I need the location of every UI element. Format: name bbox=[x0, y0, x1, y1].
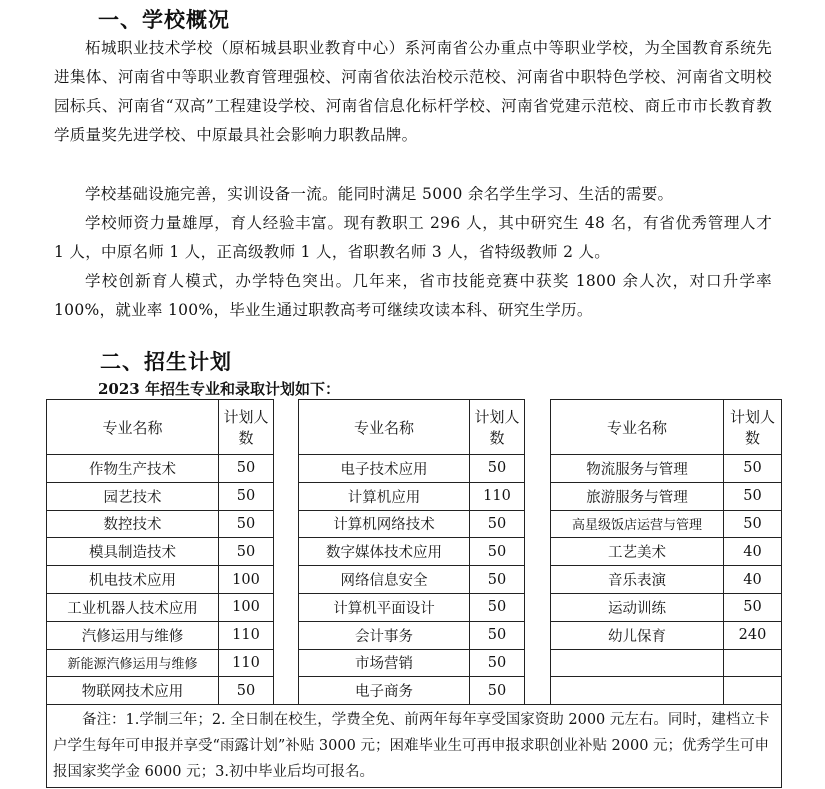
plan-count-cell bbox=[724, 649, 782, 677]
plan-count-cell: 50 bbox=[470, 677, 525, 705]
header-major-1: 专业名称 bbox=[47, 400, 219, 455]
overview-paragraph-3: 学校师资力量雄厚，育人经验丰富。现有教职工 296 人，其中研究生 48 名，有省优秀管理人才 1 人，中原名师 1 人，正高级教师 1 人，省职教名师 3 人，省特级教师 2 人。 bbox=[54, 214, 772, 261]
plan-count-cell: 240 bbox=[724, 621, 782, 649]
plan-count-cell: 50 bbox=[470, 566, 525, 594]
plan-count-cell: 50 bbox=[470, 649, 525, 677]
major-name-cell: 物流服务与管理 bbox=[551, 455, 724, 483]
major-name-cell: 电子商务 bbox=[299, 677, 470, 705]
plan-note: 备注：1.学制三年；2. 全日制在校生，学费全免、前两年每年享受国家资助 2000 元左右。同时，建档立卡户学生每年可申报并享受“雨露计划”补贴 3000 元；困难毕业生可再申报求职创业补贴 2000 元；优秀学生可申报国家奖学金 6000 元；3.初中毕业后均可报名。 bbox=[47, 705, 782, 788]
column-gap bbox=[525, 677, 551, 705]
overview-paragraph-4: 学校创新育人模式，办学特色突出。几年来，省市技能竞赛中获奖 1800 余人次，对口升学率 100%，就业率 100%，毕业生通过职教高考可继续攻读本科、研究生学历。 bbox=[54, 272, 772, 319]
column-gap bbox=[274, 538, 299, 566]
table-row bbox=[47, 538, 782, 566]
major-name-cell: 市场营销 bbox=[299, 649, 470, 677]
column-gap bbox=[274, 593, 299, 621]
plan-count-cell: 100 bbox=[219, 566, 274, 594]
column-gap bbox=[525, 400, 551, 455]
major-name-cell: 工业机器人技术应用 bbox=[47, 593, 219, 621]
major-name-cell: 物联网技术应用 bbox=[47, 677, 219, 705]
column-gap bbox=[274, 400, 299, 455]
major-name-cell: 旅游服务与管理 bbox=[551, 482, 724, 510]
major-name-cell: 高星级饭店运营与管理 bbox=[551, 510, 724, 538]
header-major-2: 专业名称 bbox=[299, 400, 470, 455]
table-row bbox=[47, 593, 782, 621]
plan-count-cell: 40 bbox=[724, 566, 782, 594]
table-row bbox=[47, 649, 782, 677]
section-heading-plan: 二、招生计划 bbox=[100, 350, 232, 374]
column-gap bbox=[274, 510, 299, 538]
major-name-cell: 网络信息安全 bbox=[299, 566, 470, 594]
table-row bbox=[47, 455, 782, 483]
major-name-cell: 计算机网络技术 bbox=[299, 510, 470, 538]
major-name-cell: 音乐表演 bbox=[551, 566, 724, 594]
table-header-row bbox=[47, 400, 782, 455]
major-name-cell bbox=[551, 649, 724, 677]
column-gap bbox=[525, 649, 551, 677]
plan-count-cell: 50 bbox=[470, 621, 525, 649]
note-row bbox=[47, 705, 782, 788]
column-gap bbox=[274, 677, 299, 705]
major-name-cell: 模具制造技术 bbox=[47, 538, 219, 566]
column-gap bbox=[525, 538, 551, 566]
table-row bbox=[47, 677, 782, 705]
plan-count-cell: 50 bbox=[724, 510, 782, 538]
plan-intro: 2023 年招生专业和录取计划如下： bbox=[98, 380, 340, 398]
major-name-cell: 汽修运用与维修 bbox=[47, 621, 219, 649]
plan-count-cell: 100 bbox=[219, 593, 274, 621]
major-name-cell: 机电技术应用 bbox=[47, 566, 219, 594]
major-name-cell: 计算机应用 bbox=[299, 482, 470, 510]
table-row bbox=[47, 510, 782, 538]
column-gap bbox=[274, 482, 299, 510]
major-name-cell: 新能源汽修运用与维修 bbox=[47, 649, 219, 677]
header-count-3: 计划人数 bbox=[724, 400, 782, 455]
column-gap bbox=[274, 621, 299, 649]
column-gap bbox=[525, 566, 551, 594]
plan-count-cell: 50 bbox=[724, 593, 782, 621]
header-count-1: 计划人数 bbox=[219, 400, 274, 455]
major-name-cell: 数字媒体技术应用 bbox=[299, 538, 470, 566]
column-gap bbox=[274, 455, 299, 483]
major-name-cell: 计算机平面设计 bbox=[299, 593, 470, 621]
plan-count-cell: 50 bbox=[470, 593, 525, 621]
plan-count-cell: 50 bbox=[219, 677, 274, 705]
overview-paragraph-2: 学校基础设施完善，实训设备一流。能同时满足 5000 余名学生学习、生活的需要。 bbox=[85, 185, 674, 203]
major-name-cell: 工艺美术 bbox=[551, 538, 724, 566]
section-heading-overview: 一、学校概况 bbox=[98, 8, 230, 32]
plan-count-cell: 50 bbox=[219, 510, 274, 538]
enrollment-plan-table bbox=[46, 399, 782, 788]
header-count-2: 计划人数 bbox=[470, 400, 525, 455]
table-row bbox=[47, 621, 782, 649]
column-gap bbox=[274, 566, 299, 594]
major-name-cell: 电子技术应用 bbox=[299, 455, 470, 483]
plan-count-cell: 50 bbox=[470, 510, 525, 538]
plan-count-cell: 50 bbox=[470, 455, 525, 483]
major-name-cell: 园艺技术 bbox=[47, 482, 219, 510]
major-name-cell: 运动训练 bbox=[551, 593, 724, 621]
column-gap bbox=[525, 593, 551, 621]
major-name-cell: 会计事务 bbox=[299, 621, 470, 649]
column-gap bbox=[274, 649, 299, 677]
column-gap bbox=[525, 455, 551, 483]
plan-count-cell: 50 bbox=[219, 538, 274, 566]
overview-paragraph-1: 柘城职业技术学校（原柘城县职业教育中心）系河南省公办重点中等职业学校，为全国教育系统先进集体、河南省中等职业教育管理强校、河南省依法治校示范校、河南省中职特色学校、河南省文明校园标兵、河南省“双高”工程建设学校、河南省信息化标杆学校、河南省党建示范校、商丘市市长教育教学质量奖先进学校、中原最具社会影响力职教品牌。 bbox=[54, 39, 772, 144]
plan-count-cell: 40 bbox=[724, 538, 782, 566]
table-row bbox=[47, 566, 782, 594]
header-major-3: 专业名称 bbox=[551, 400, 724, 455]
plan-count-cell: 50 bbox=[724, 455, 782, 483]
major-name-cell bbox=[551, 677, 724, 705]
plan-count-cell: 50 bbox=[219, 455, 274, 483]
table-row bbox=[47, 482, 782, 510]
column-gap bbox=[525, 482, 551, 510]
major-name-cell: 幼儿保育 bbox=[551, 621, 724, 649]
plan-count-cell: 50 bbox=[470, 538, 525, 566]
major-name-cell: 数控技术 bbox=[47, 510, 219, 538]
major-name-cell: 作物生产技术 bbox=[47, 455, 219, 483]
column-gap bbox=[525, 510, 551, 538]
column-gap bbox=[525, 621, 551, 649]
plan-count-cell: 110 bbox=[470, 482, 525, 510]
plan-count-cell: 110 bbox=[219, 621, 274, 649]
plan-count-cell bbox=[724, 677, 782, 705]
plan-count-cell: 50 bbox=[724, 482, 782, 510]
plan-count-cell: 110 bbox=[219, 649, 274, 677]
plan-count-cell: 50 bbox=[219, 482, 274, 510]
